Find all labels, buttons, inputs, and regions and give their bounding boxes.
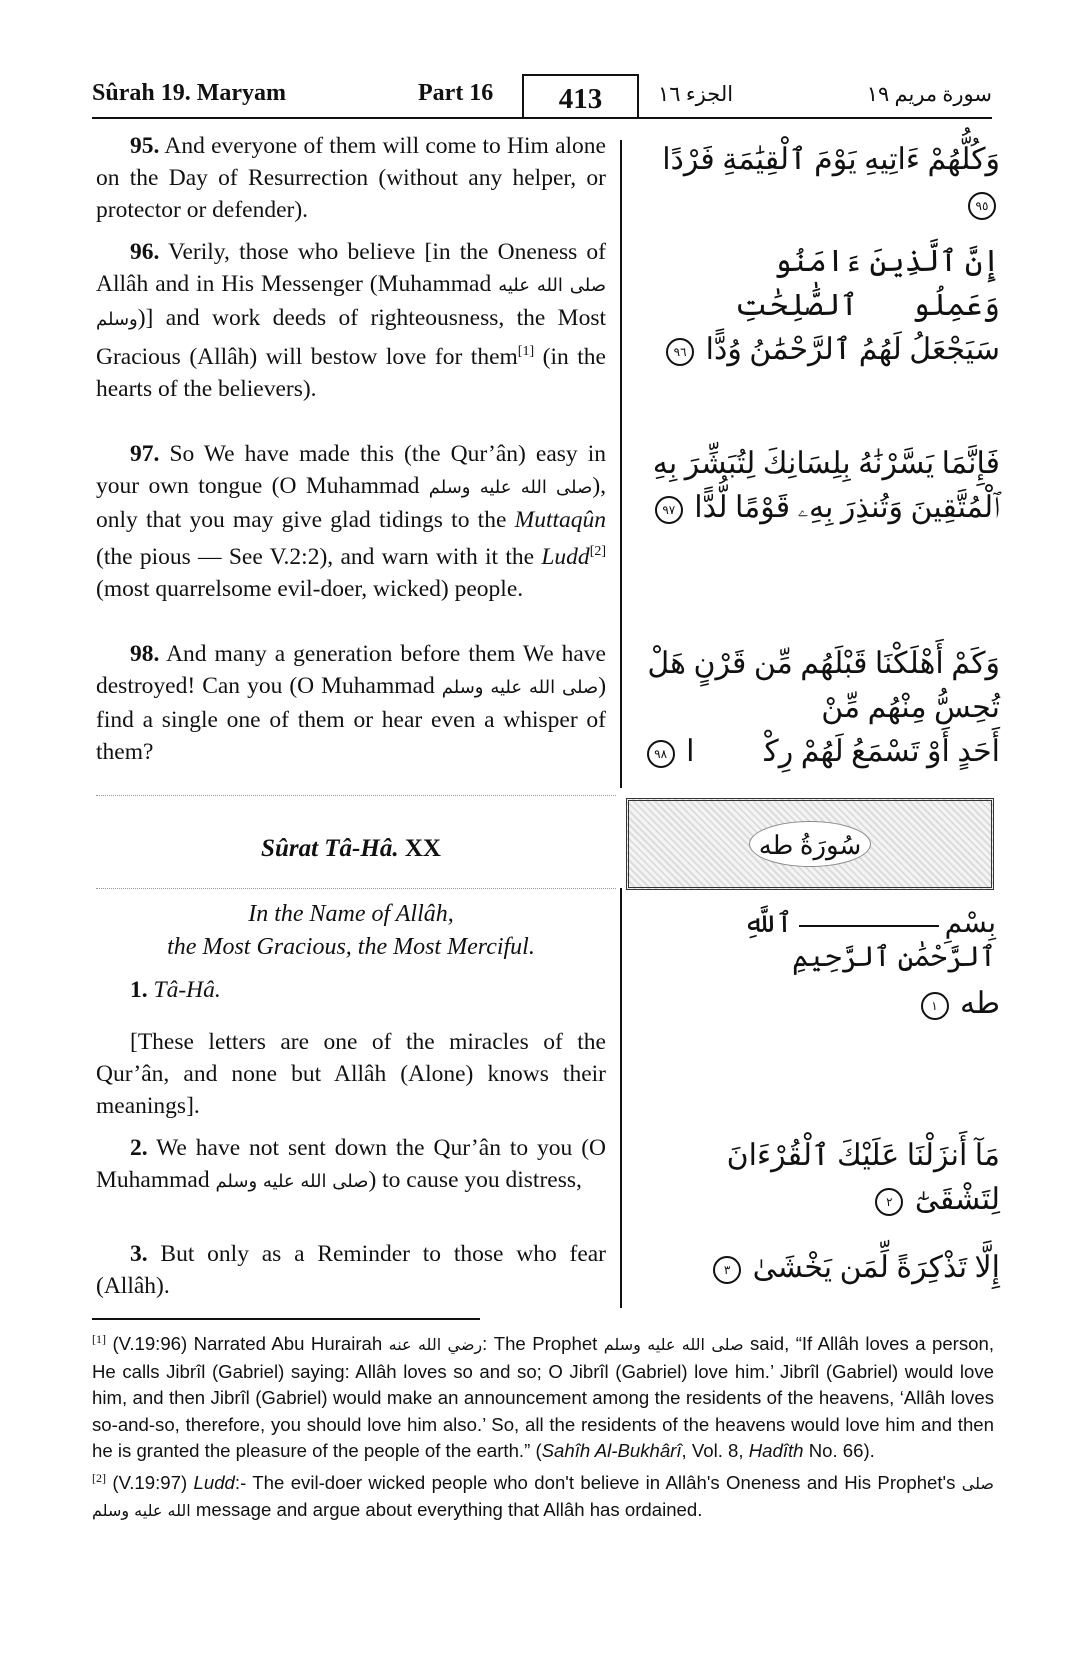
page-number: 413 bbox=[522, 74, 639, 118]
juz-label-ar: الجزء ١٦ bbox=[658, 82, 734, 106]
footnote-ref-2[interactable]: [2] bbox=[589, 544, 607, 559]
verse-95-en: 95. And everyone of them will come to Him alone on the Day of Resurrection (without any helper, or protector or defender). bbox=[96, 133, 606, 223]
verse-marker: ٢ bbox=[875, 1188, 903, 1216]
page-header bbox=[92, 76, 992, 116]
basmala-en: In the Name of Allâh, the Most Gracious, the Most Merciful. bbox=[167, 901, 535, 960]
surah-banner-title: سُورَةُ طه bbox=[749, 821, 871, 867]
verse-marker: ٩٥ bbox=[968, 192, 996, 220]
verse-marker: ٣ bbox=[713, 1256, 741, 1284]
taha-verse-1-ar: طه ١ bbox=[640, 982, 1000, 1026]
taha-verse-2-en: 2. We have not sent down the Qur’ân to you (O Muhammad صلى الله عليه وسلم) to cause you distress, bbox=[96, 1135, 607, 1193]
basmala-ar: بِسْمِٱللَّهِ ٱلرَّحْمَٰنِ ٱلرَّحِيمِ bbox=[743, 908, 996, 973]
footnote-1: [1] (V.19:96) Narrated Abu Hurairah رضي الله عنه: The Prophet صلى الله عليه وسلم said, “If Allâh loves a person, He calls Jibrîl (Gabriel) saying: Allâh loves so and so; O Jibrîl (Gabriel) love him.’ Jibrîl (Gabriel) would love him, and then Jibrîl (Gabriel) would make an announcement among the residents of the heavens, ‘Allâh loves so-and-so, therefore, you should love him also.’ So, all the residents of the heavens would love him and then he is granted the pleasure of the people of the earth.” (Sahîh Al-Bukhârî, Vol. 8, Hadîth No. 66). bbox=[92, 1332, 995, 1462]
footnote-rule bbox=[92, 1318, 480, 1320]
footnotes bbox=[92, 1326, 994, 1525]
taha-note: [These letters are one of the miracles of the Qur’ân, and none but Allâh (Alone) knows their meanings]. bbox=[96, 1029, 606, 1119]
verse-98-ar: وَكَمْ أَهْلَكْنَا قَبْلَهُم مِّن قَرْنٍ هَلْ تُحِسُّ مِنْهُم مِّنْ أَحَدٍ أَوْ تَسْمَعُ لَهُمْ رِكْزًۢا ٩٨ bbox=[647, 647, 1000, 768]
verse-marker: ٩٨ bbox=[647, 740, 675, 768]
footnote-ref-1[interactable]: [1] bbox=[517, 344, 535, 359]
section-separator bbox=[96, 795, 616, 796]
taha-verse-3-en: 3. But only as a Reminder to those who fear (Allâh). bbox=[96, 1241, 607, 1299]
verse-95-ar: وَكُلُّهُمْ ءَاتِيهِ يَوْمَ ٱلْقِيَٰمَةِ فَرْدًا ٩٥ bbox=[640, 138, 1000, 226]
taha-verse-3-ar: إِلَّا تَذْكِرَةً لِّمَن يَخْشَىٰ ٣ bbox=[640, 1246, 1000, 1290]
surah-title-ar: سورة مريم ١٩ bbox=[866, 82, 992, 106]
surah-banner bbox=[626, 798, 994, 890]
column-divider bbox=[620, 140, 622, 788]
kashida-line bbox=[799, 925, 939, 927]
footnote-2: [2] (V.19:97) Ludd:- The evil-doer wicked people who don't believe in Allâh's Oneness and His Prophet's صلى الله عليه وسلم message and argue about everything that Allâh has ordained. bbox=[92, 1470, 995, 1521]
verse-marker: ٩٧ bbox=[655, 496, 683, 524]
verse-marker: ٩٦ bbox=[666, 338, 694, 366]
section-separator bbox=[96, 888, 616, 889]
header-rule bbox=[92, 117, 992, 119]
part-label: Part 16 bbox=[418, 80, 494, 106]
taha-verse-1-en: 1. Tâ-Hâ. bbox=[130, 977, 221, 1003]
surah-heading: Sûrat Tâ-Hâ. XX bbox=[261, 835, 441, 862]
verse-98-en: 98. And many a generation before them We have destroyed! Can you (O Muhammad صلى الله عليه وسلم) find a single one of them or hear even a whisper of them? bbox=[96, 641, 607, 765]
verse-96-ar: إِنَّ ٱلَّذِينَ ءَامَنُوا۟ وَعَمِلُوا۟ ٱلصَّٰلِحَٰتِ سَيَجْعَلُ لَهُمُ ٱلرَّحْمَٰنُ وُدًّا ٩٦ bbox=[640, 240, 1000, 372]
column-divider bbox=[620, 888, 622, 1308]
verse-96-en: 96. Verily, those who believe [in the Oneness of Allâh and in His Messenger (Muhammad صلى الله عليه وسلم)] and work deeds of righteousness, the Most Gracious (Allâh) will bestow love for them[1] (in the hearts of the believers). bbox=[96, 239, 607, 402]
verse-97-ar: فَإِنَّمَا يَسَّرْنَٰهُ بِلِسَانِكَ لِتُبَشِّرَ بِهِ ٱلْمُتَّقِينَ وَتُنذِرَ بِهِۦ قَوْمًا لُّدًّا ٩٧ bbox=[652, 447, 1000, 524]
verse-marker: ١ bbox=[921, 992, 949, 1020]
surah-title-en: Sûrah 19. Maryam bbox=[92, 80, 286, 106]
verse-97-en: 97. So We have made this (the Qur’ân) easy in your own tongue (O Muhammad صلى الله عليه وسلم), only that you may give glad tidings to the Muttaqûn (the pious — See V.2:2), and warn with it the Ludd[2] (most quarrelsome evil-doer, wicked) people. bbox=[96, 441, 607, 602]
taha-verse-2-ar: مَآ أَنزَلْنَا عَلَيْكَ ٱلْقُرْءَانَ لِتَشْقَىٰٓ ٢ bbox=[726, 1139, 1000, 1216]
